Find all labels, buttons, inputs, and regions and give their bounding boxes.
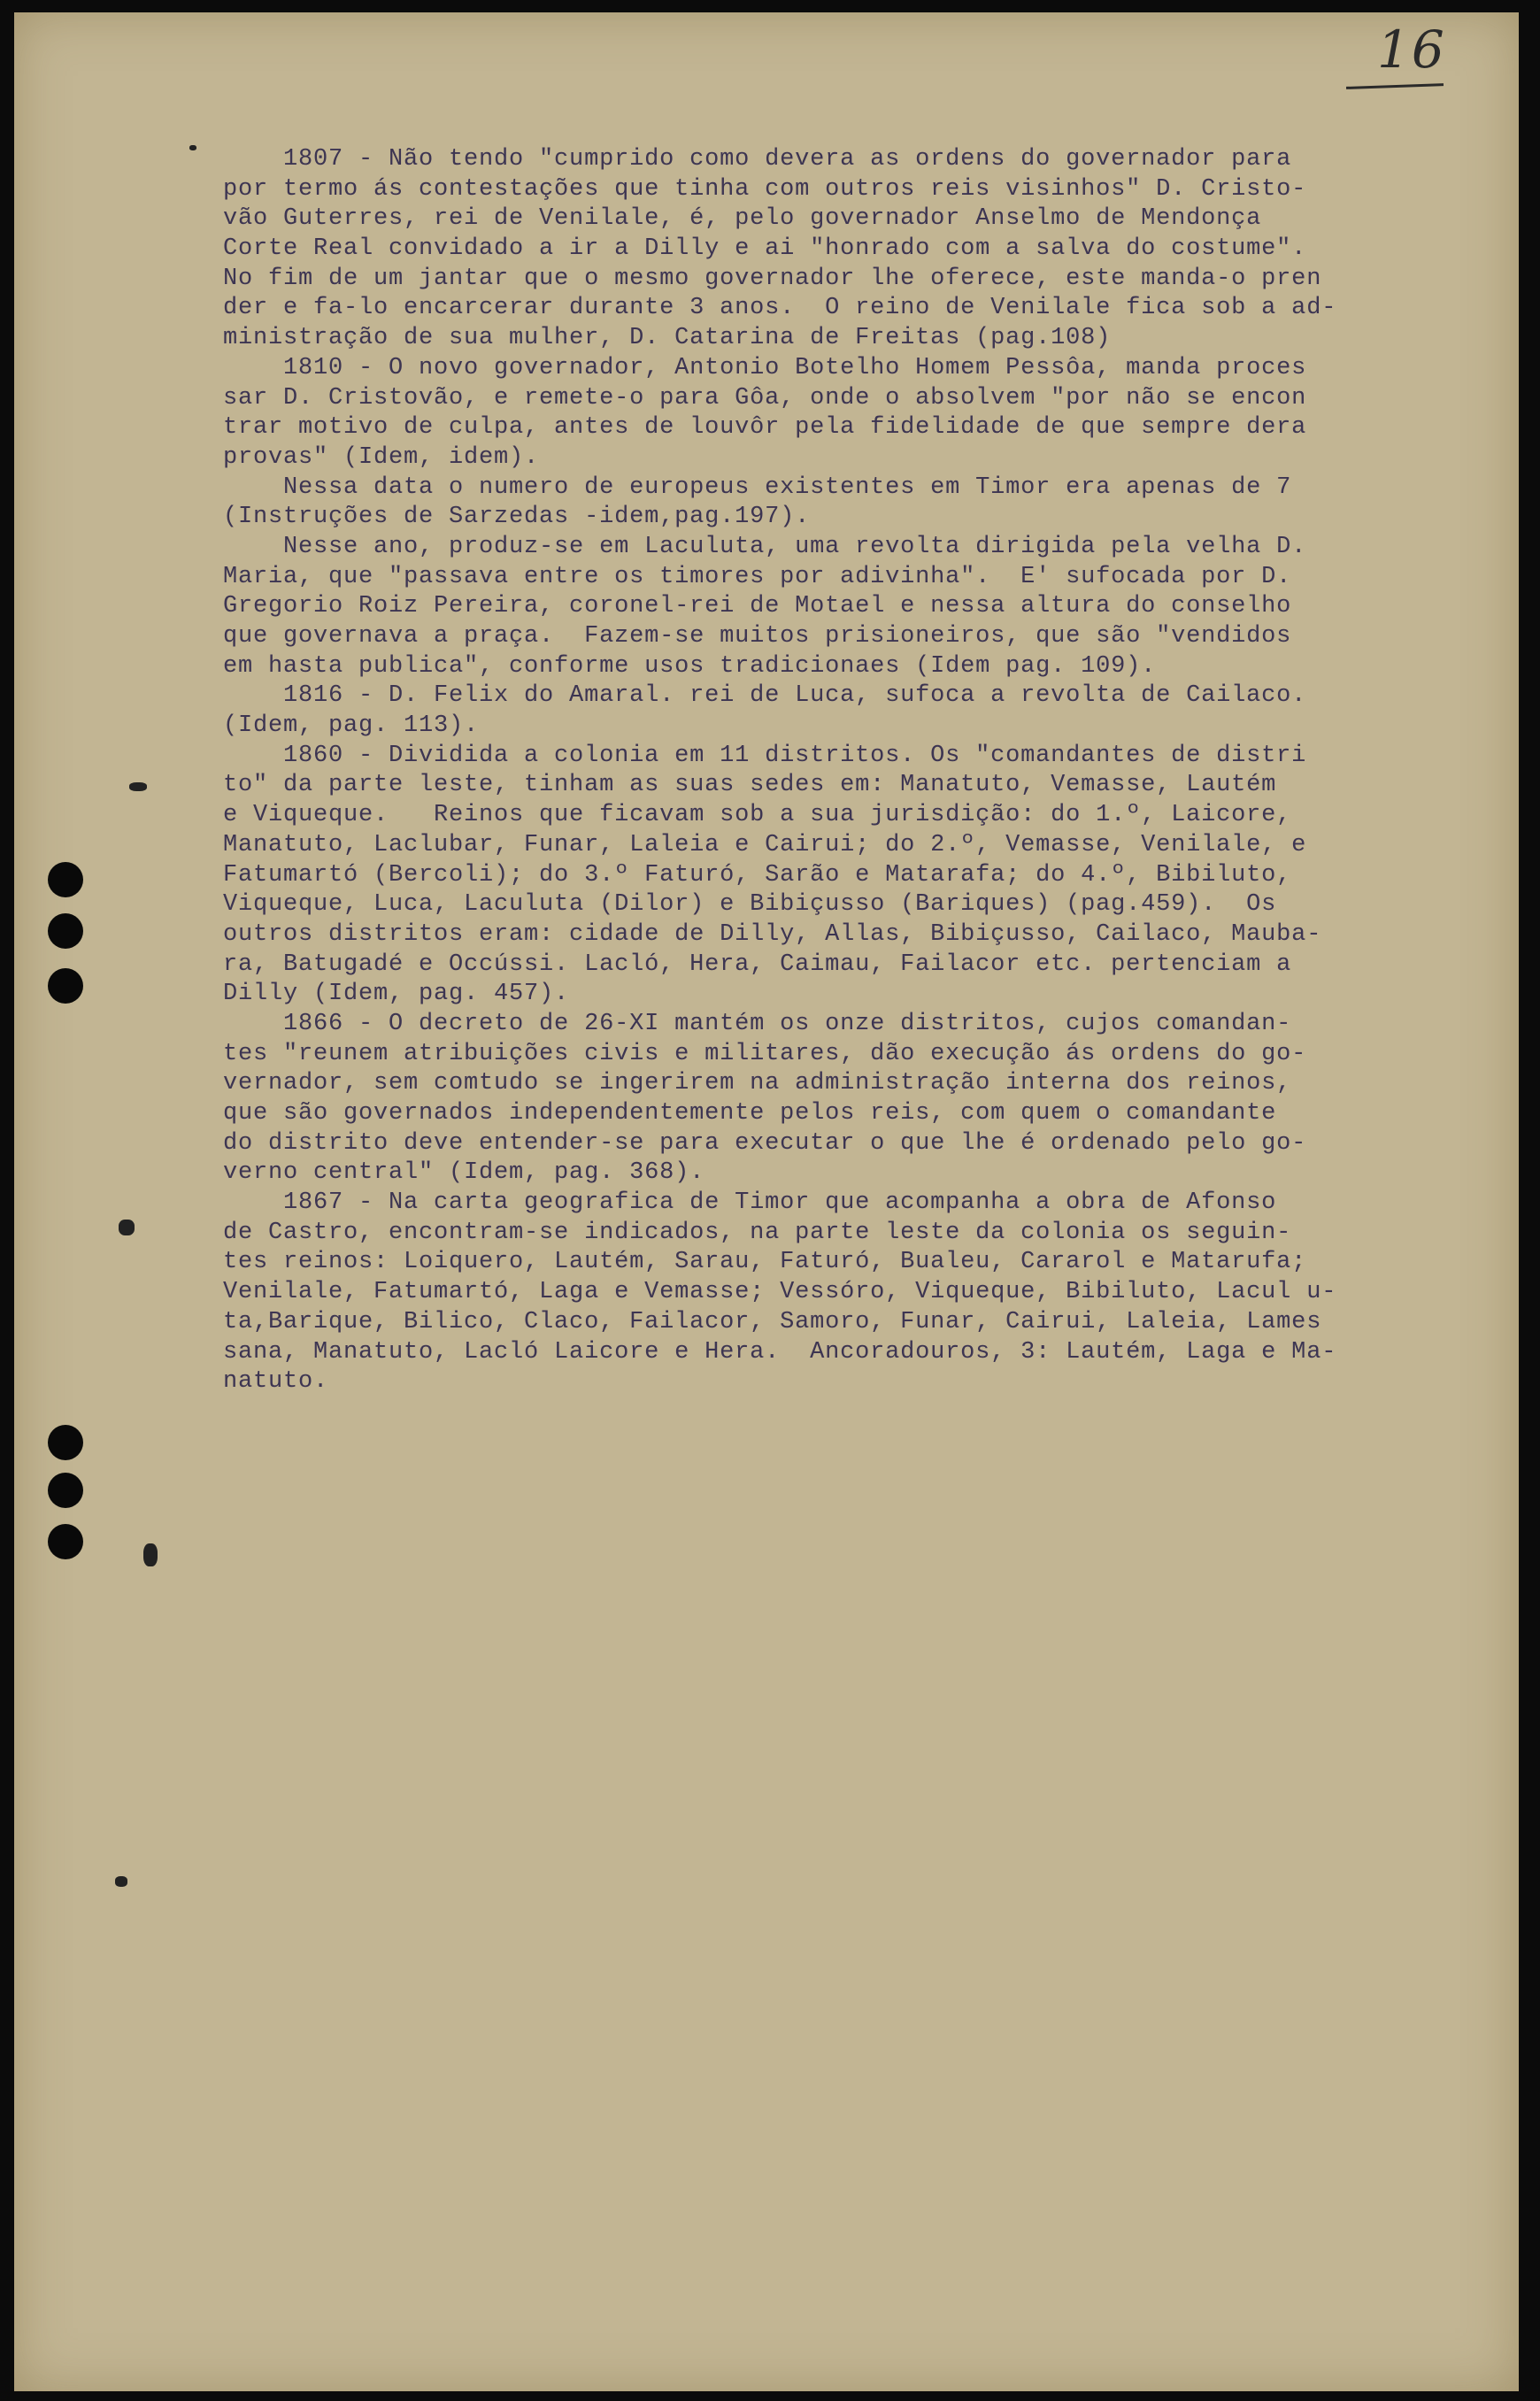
text-line: 1816 - D. Felix do Amaral. rei de Luca, sufoca a revolta de Cailaco.: [223, 682, 1307, 710]
text-line: No fim de um jantar que o mesmo governador lhe oferece, este manda-o pren: [223, 265, 1322, 292]
punch-hole: [48, 1524, 83, 1559]
text-line: 1807 - Não tendo "cumprido como devera as ordens do governador para: [223, 146, 1292, 173]
punch-hole: [48, 1425, 83, 1460]
text-line: tes reinos: Loiquero, Lautém, Sarau, Faturó, Bualeu, Cararol e Matarufa;: [223, 1249, 1307, 1276]
text-line: Viqueque, Luca, Laculuta (Dilor) e Bibiçusso (Bariques) (pag.459). Os: [223, 891, 1277, 919]
text-line: ministração de sua mulher, D. Catarina de Freitas (pag.108): [223, 325, 1112, 352]
text-line: ra, Batugadé e Occússi. Lacló, Hera, Caimau, Failacor etc. pertenciam a: [223, 950, 1292, 978]
ink-speck: [119, 1220, 135, 1235]
folio-number: 16: [1377, 19, 1446, 80]
text-line: ta,Barique, Bilico, Claco, Failacor, Samoro, Funar, Cairui, Laleia, Lames: [223, 1308, 1322, 1335]
text-line: natuto.: [223, 1368, 329, 1396]
text-line: trar motivo de culpa, antes de louvôr pela fidelidade de que sempre dera: [223, 414, 1307, 442]
text-line: vão Guterres, rei de Venilale, é, pelo governador Anselmo de Mendonça: [223, 205, 1262, 233]
text-line: Corte Real convidado a ir a Dilly e ai "honrado com a salva do costume".: [223, 235, 1307, 263]
text-line: (Instruções de Sarzedas -idem,pag.197).: [223, 504, 811, 531]
text-line: de Castro, encontram-se indicados, na parte leste da colonia os seguin-: [223, 1219, 1292, 1246]
text-line: vernador, sem comtudo se ingerirem na administração interna dos reinos,: [223, 1070, 1292, 1097]
document-page: [14, 12, 1519, 2391]
ink-speck: [129, 782, 147, 791]
ink-speck: [115, 1876, 127, 1887]
folio-underline: [1346, 83, 1444, 89]
text-line: Maria, que "passava entre os timores por adivinha". E' sufocada por D.: [223, 563, 1292, 590]
text-line: 1866 - O decreto de 26-XI mantém os onze distritos, cujos comandan-: [223, 1010, 1292, 1037]
text-line: em hasta publica", conforme usos tradicionaes (Idem pag. 109).: [223, 652, 1157, 680]
text-line: Dilly (Idem, pag. 457).: [223, 981, 570, 1008]
text-line: sana, Manatuto, Lacló Laicore e Hera. Ancoradouros, 3: Lautém, Laga e Ma-: [223, 1338, 1337, 1366]
text-line: e Viqueque. Reinos que ficavam sob a sua jurisdição: do 1.º, Laicore,: [223, 802, 1292, 829]
text-line: der e fa-lo encarcerar durante 3 anos. O reino de Venilale fica sob a ad-: [223, 295, 1337, 322]
text-line: provas" (Idem, idem).: [223, 443, 540, 471]
text-line: tes "reunem atribuições civis e militares, dão execução ás ordens do go-: [223, 1040, 1307, 1067]
text-line: 1810 - O novo governador, Antonio Botelho Homem Pessôa, manda proces: [223, 354, 1307, 381]
typed-text-block: [223, 145, 1519, 1397]
text-line: verno central" (Idem, pag. 368).: [223, 1159, 705, 1187]
text-line: Gregorio Roiz Pereira, coronel-rei de Motael e nessa altura do conselho: [223, 593, 1292, 620]
text-line: outros distritos eram: cidade de Dilly, Allas, Bibiçusso, Cailaco, Mauba-: [223, 920, 1322, 948]
text-line: que governava a praça. Fazem-se muitos prisioneiros, que são "vendidos: [223, 623, 1292, 650]
text-line: Nessa data o numero de europeus existentes em Timor era apenas de 7: [223, 473, 1292, 501]
text-line: 1860 - Dividida a colonia em 11 distritos. Os "comandantes de distri: [223, 742, 1307, 769]
text-line: (Idem, pag. 113).: [223, 712, 480, 740]
text-line: por termo ás contestações que tinha com outros reis visinhos" D. Cristo-: [223, 175, 1307, 203]
text-line: que são governados independentemente pelos reis, com quem o comandante: [223, 1100, 1277, 1127]
text-line: do distrito deve entender-se para executar o que lhe é ordenado pelo go-: [223, 1129, 1307, 1157]
text-line: Nesse ano, produz-se em Laculuta, uma revolta dirigida pela velha D.: [223, 533, 1307, 560]
text-line: Fatumartó (Bercoli); do 3.º Faturó, Sarão e Matarafa; do 4.º, Bibiluto,: [223, 861, 1292, 889]
text-line: sar D. Cristovão, e remete-o para Gôa, onde o absolvem "por não se encon: [223, 384, 1307, 412]
ink-speck: [189, 145, 196, 150]
ink-speck: [143, 1543, 158, 1566]
punch-hole: [48, 862, 83, 897]
text-line: 1867 - Na carta geografica de Timor que acompanha a obra de Afonso: [223, 1189, 1277, 1217]
text-line: to" da parte leste, tinham as suas sedes em: Manatuto, Vemasse, Lautém: [223, 772, 1277, 799]
text-line: Venilale, Fatumartó, Laga e Vemasse; Vessóro, Viqueque, Bibiluto, Lacul u-: [223, 1279, 1337, 1306]
punch-hole: [48, 913, 83, 949]
text-line: Manatuto, Laclubar, Funar, Laleia e Cairui; do 2.º, Vemasse, Venilale, e: [223, 831, 1307, 858]
punch-hole: [48, 1473, 83, 1508]
punch-hole: [48, 968, 83, 1004]
